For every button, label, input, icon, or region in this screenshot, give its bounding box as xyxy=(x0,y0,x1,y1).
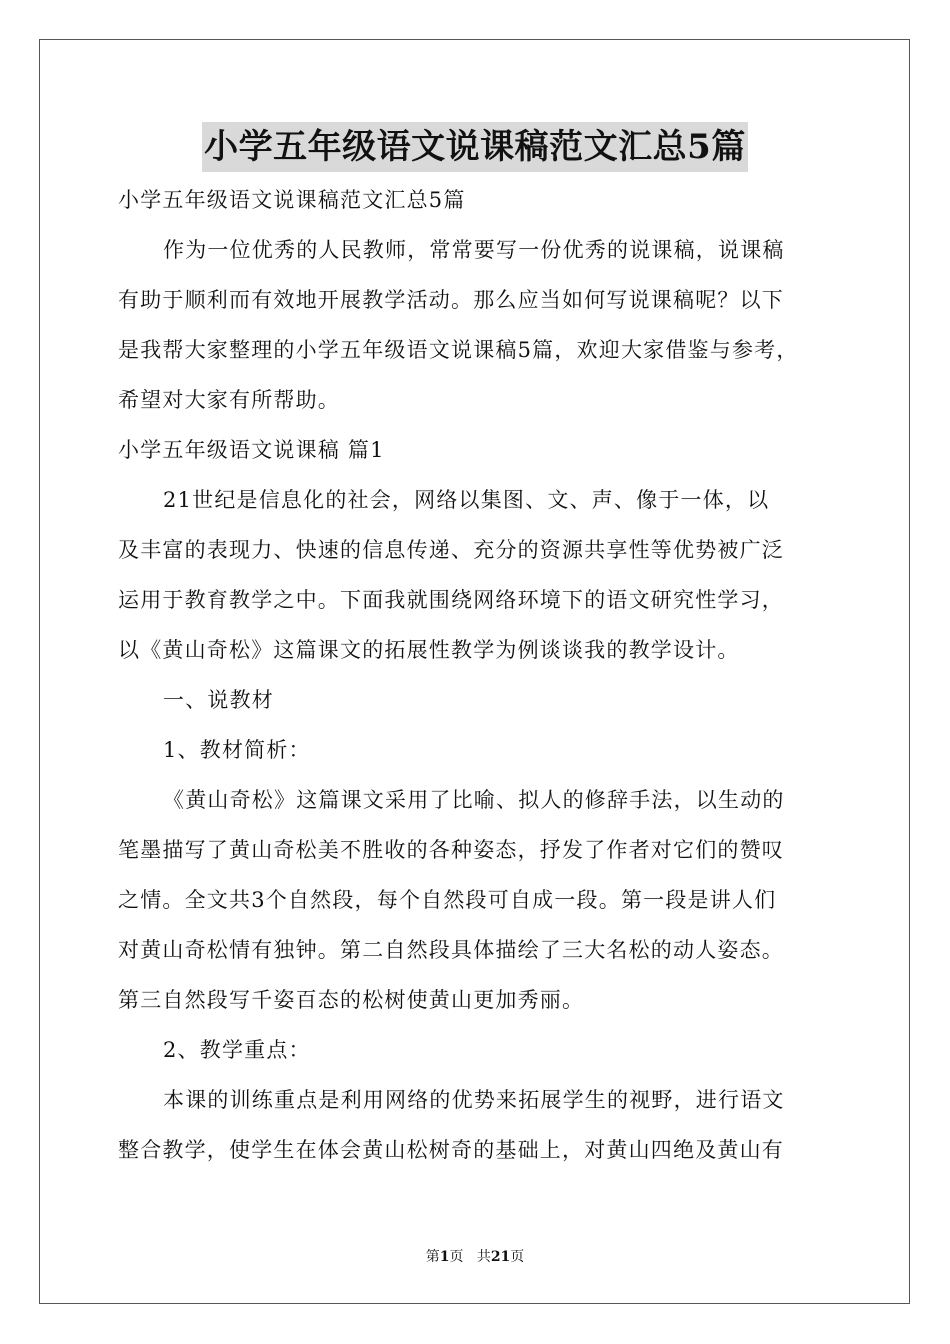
para1-line-3: 运用于教育教学之中。下面我就围绕网络环境下的语文研究性学习， xyxy=(118,588,784,612)
footer-total-unit: 页 xyxy=(510,1249,525,1265)
footer-current-page: 1 xyxy=(439,1249,450,1265)
para2-line-3: 之情。全文共3个自然段，每个自然段可自成一段。第一段是讲人们 xyxy=(118,888,777,912)
footer-total-prefix: 共 xyxy=(476,1249,491,1265)
section-heading-1: 小学五年级语文说课稿 篇1 xyxy=(118,438,385,462)
para1-line-4: 以《黄山奇松》这篇课文的拓展性教学为例谈谈我的教学设计。 xyxy=(118,638,740,662)
intro-line-1: 作为一位优秀的人民教师，常常要写一份优秀的说课稿，说课稿 xyxy=(163,238,785,262)
subtitle-line: 小学五年级语文说课稿范文汇总5篇 xyxy=(118,188,466,212)
para2-line-1: 《黄山奇松》这篇课文采用了比喻、拟人的修辞手法，以生动的 xyxy=(163,788,785,812)
footer-page-unit: 页 xyxy=(449,1249,464,1265)
para2-line-2: 笔墨描写了黄山奇松美不胜收的各种姿态，抒发了作者对它们的赞叹 xyxy=(118,838,784,862)
intro-line-2: 有助于顺利而有效地开展教学活动。那么应当如何写说课稿呢？以下 xyxy=(118,288,784,312)
title-container xyxy=(0,122,950,172)
para2-line-4: 对黄山奇松情有独钟。第二自然段具体描绘了三大名松的动人姿态。 xyxy=(118,938,784,962)
intro-line-3: 是我帮大家整理的小学五年级语文说课稿5篇，欢迎大家借鉴与参考， xyxy=(118,338,799,362)
subheading-key-points: 2、教学重点： xyxy=(163,1038,311,1062)
subheading-analysis: 1、教材简析： xyxy=(163,738,311,762)
para3-line-1: 本课的训练重点是利用网络的优势来拓展学生的视野，进行语文 xyxy=(163,1088,785,1112)
subheading-textbook: 一、说教材 xyxy=(163,688,274,712)
document-title: 小学五年级语文说课稿范文汇总5篇 xyxy=(202,122,748,172)
page-footer xyxy=(0,1247,950,1267)
footer-total-pages: 21 xyxy=(490,1249,511,1265)
para1-line-1: 21世纪是信息化的社会，网络以集图、文、声、像于一体，以 xyxy=(163,488,770,512)
para3-line-2: 整合教学，使学生在体会黄山松树奇的基础上，对黄山四绝及黄山有 xyxy=(118,1138,784,1162)
para2-line-5: 第三自然段写千姿百态的松树使黄山更加秀丽。 xyxy=(118,988,585,1012)
footer-prefix: 第 xyxy=(425,1249,440,1265)
intro-line-4: 希望对大家有所帮助。 xyxy=(118,388,340,412)
para1-line-2: 及丰富的表现力、快速的信息传递、充分的资源共享性等优势被广泛 xyxy=(118,538,784,562)
